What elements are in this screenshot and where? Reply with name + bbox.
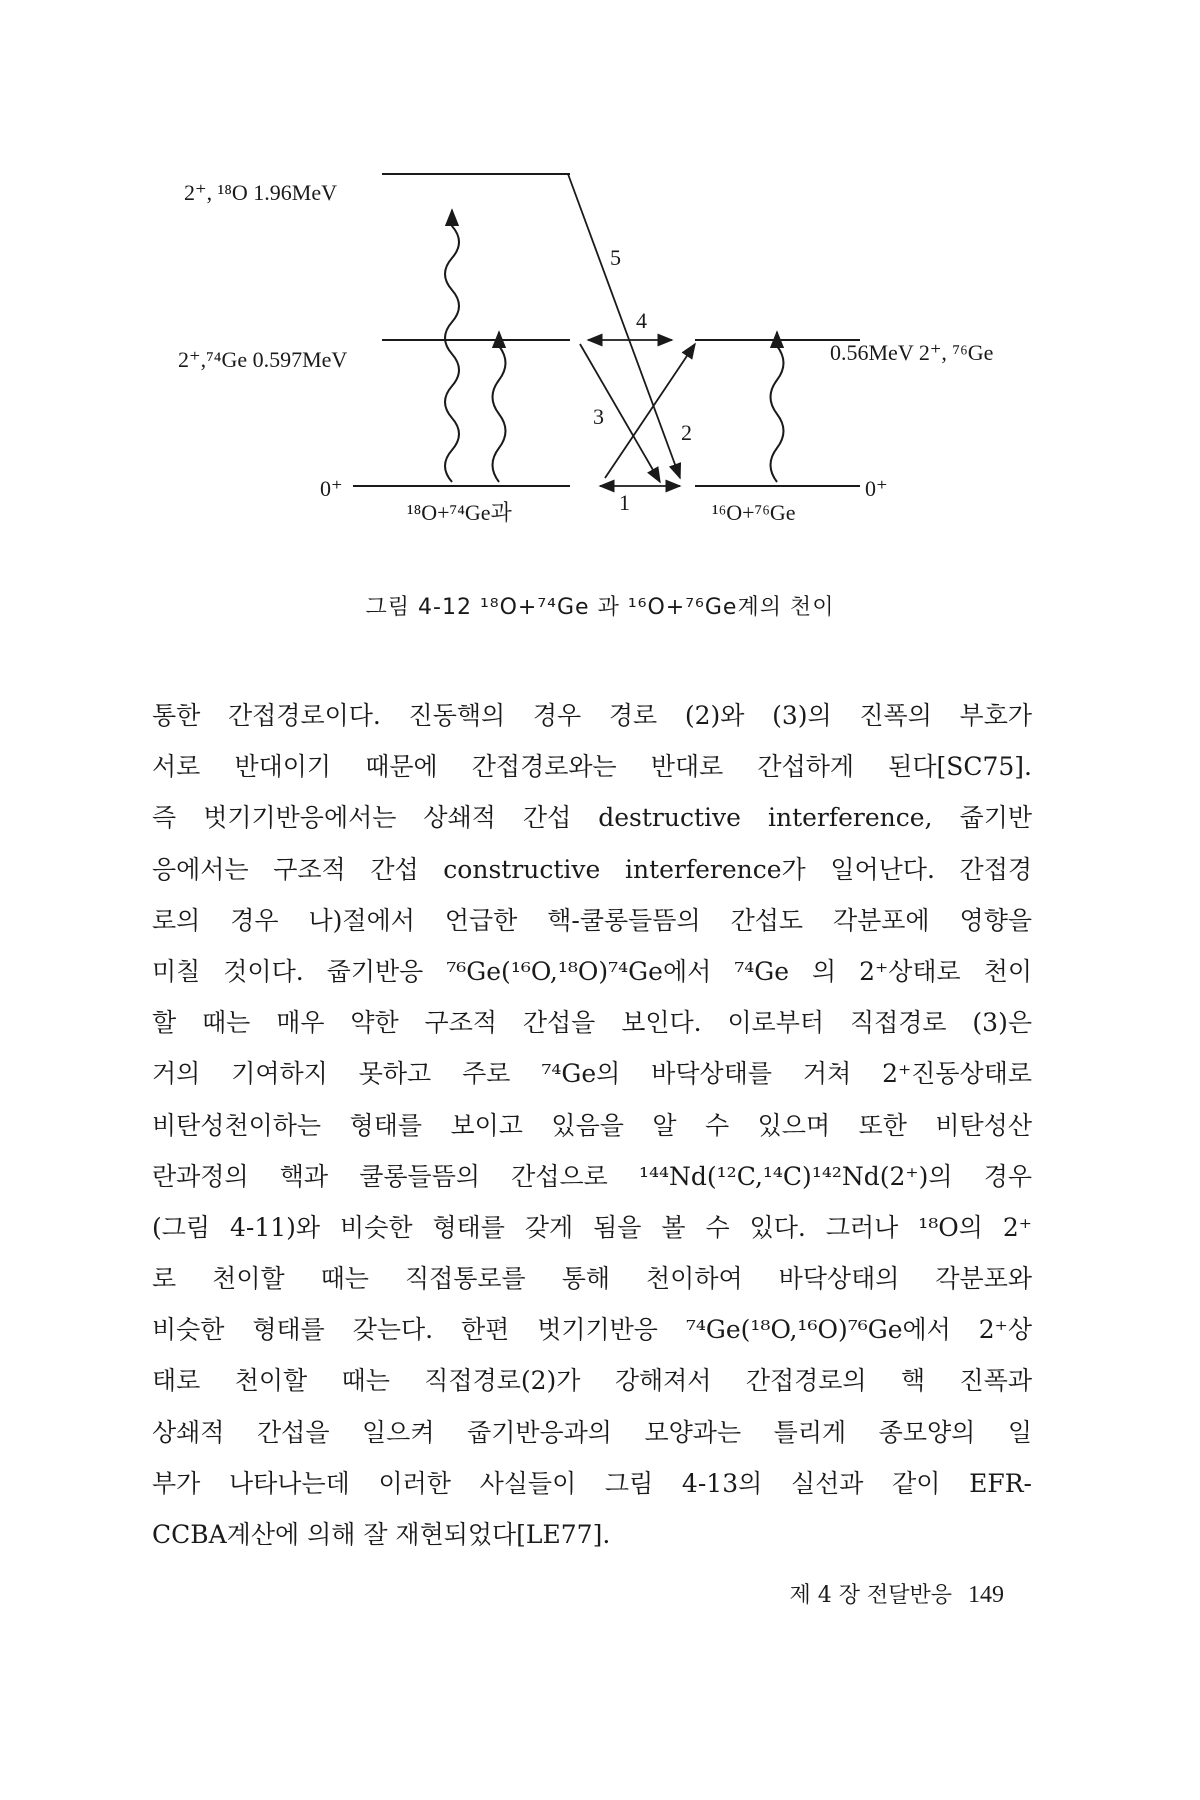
body-line: 로 천이할 때는 직접통로를 통해 천이하여 바닥상태의 각분포와 bbox=[152, 1264, 1032, 1294]
body-line: 상쇄적 간섭을 일으켜 줍기반응과의 모양과는 틀리게 종모양의 일 bbox=[152, 1417, 1032, 1447]
body-line: 비탄성천이하는 형태를 보이고 있음을 알 수 있으며 또한 비탄성산 bbox=[152, 1110, 1032, 1140]
body-line: CCBA계산에 의해 잘 재현되었다[LE77]. bbox=[152, 1520, 611, 1549]
label-ground-left: 0⁺ bbox=[320, 476, 343, 501]
label-right-system: ¹⁶O+⁷⁶Ge bbox=[712, 500, 796, 525]
path-number-5: 5 bbox=[610, 245, 621, 270]
wavy-arrow-ground-to-ge76-2plus bbox=[771, 332, 784, 482]
page-footer bbox=[790, 1578, 1005, 1609]
caption-system-1: ¹⁸O+⁷⁴Ge bbox=[479, 595, 590, 620]
page-number: 149 bbox=[968, 1582, 1004, 1608]
caption-mid: 과 bbox=[589, 595, 628, 620]
body-line: (그림 4-11)와 비슷한 형태를 갖게 됨을 볼 수 있다. 그러나 ¹⁸O의 2⁺ bbox=[152, 1212, 1032, 1242]
body-text bbox=[152, 690, 1032, 1560]
label-left-system: ¹⁸O+⁷⁴Ge과 bbox=[407, 500, 512, 525]
label-ground-right: 0⁺ bbox=[865, 476, 888, 501]
chapter-title: 제 4 장 전달반응 bbox=[789, 1583, 952, 1608]
wavy-arrow-ground-to-o18-2plus bbox=[445, 210, 459, 482]
label-ge74-2plus: 2⁺,⁷⁴Ge 0.597MeV bbox=[178, 347, 348, 372]
path-number-1: 1 bbox=[619, 490, 630, 515]
body-line: 거의 기여하지 못하고 주로 ⁷⁴Ge의 바닥상태를 거쳐 2⁺진동상태로 bbox=[152, 1059, 1033, 1089]
body-line: 즉 벗기기반응에서는 상쇄적 간섭 destructive interference, 줍기반 bbox=[152, 803, 1032, 833]
body-line: 비슷한 형태를 갖는다. 한편 벗기기반응 ⁷⁴Ge(¹⁸O,¹⁶O)⁷⁶Ge에서 2⁺상 bbox=[152, 1315, 1032, 1345]
body-line: 부가 나타나는데 이러한 사실들이 그림 4-13의 실선과 같이 EFR- bbox=[152, 1468, 1032, 1498]
energy-level-diagram bbox=[0, 0, 1200, 600]
body-line: 란과정의 핵과 쿨롱들뜸의 간섭으로 ¹⁴⁴Nd(¹²C,¹⁴C)¹⁴²Nd(2⁺)의 경우 bbox=[152, 1161, 1032, 1191]
body-line: 미칠 것이다. 줍기반응 ⁷⁶Ge(¹⁶O,¹⁸O)⁷⁴Ge에서 ⁷⁴Ge 의 2⁺상태로 천이 bbox=[152, 956, 1032, 986]
path-number-3: 3 bbox=[593, 404, 604, 429]
body-line: 태로 천이할 때는 직접경로(2)가 강해져서 간접경로의 핵 진폭과 bbox=[152, 1366, 1032, 1396]
body-line: 로의 경우 나)절에서 언급한 핵-쿨롱들뜸의 간섭도 각분포에 영향을 bbox=[152, 905, 1032, 935]
label-ge76-2plus: 0.56MeV 2⁺, ⁷⁶Ge bbox=[830, 340, 994, 365]
path-number-2: 2 bbox=[681, 420, 692, 445]
caption-prefix: 그림 4-12 bbox=[365, 595, 480, 620]
body-line: 응에서는 구조적 간섭 constructive interference가 일어난다. 간접경 bbox=[152, 854, 1032, 884]
path-5-arrow bbox=[568, 174, 680, 478]
path-number-4: 4 bbox=[636, 308, 647, 333]
body-line: 할 때는 매우 약한 구조적 간섭을 보인다. 이로부터 직접경로 (3)은 bbox=[152, 1008, 1032, 1038]
label-o18-2plus: 2⁺, ¹⁸O 1.96MeV bbox=[184, 180, 337, 205]
caption-system-2: ¹⁶O+⁷⁶Ge계의 천이 bbox=[627, 595, 835, 620]
body-line: 서로 반대이기 때문에 간접경로와는 반대로 간섭하게 된다[SC75]. bbox=[152, 752, 1032, 782]
figure-caption bbox=[0, 590, 1200, 621]
wavy-arrow-ground-to-ge74-2plus bbox=[493, 332, 506, 482]
body-line: 통한 간접경로이다. 진동핵의 경우 경로 (2)와 (3)의 진폭의 부호가 bbox=[152, 701, 1032, 730]
